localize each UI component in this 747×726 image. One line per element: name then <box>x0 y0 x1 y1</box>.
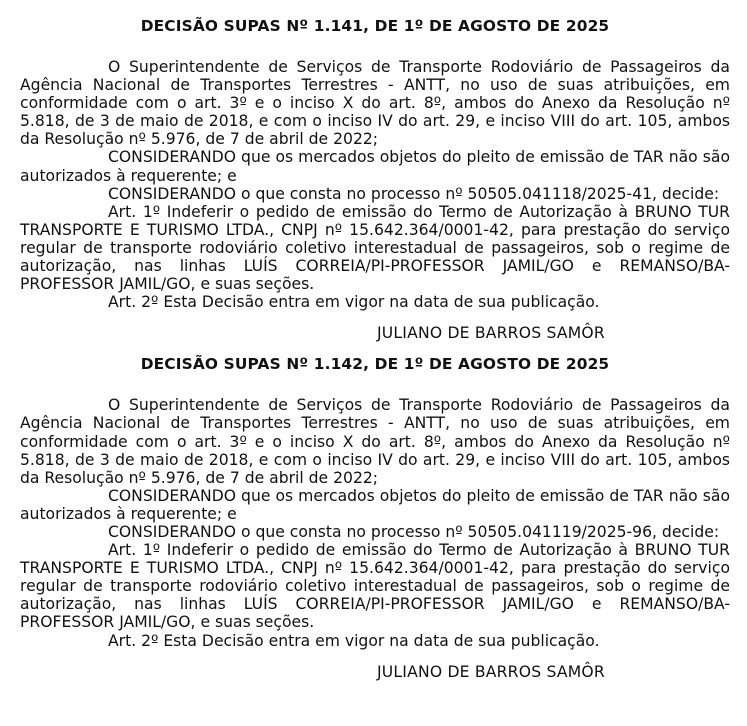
spacer <box>20 344 730 353</box>
article-1-paragraph: Art. 1º Indeferir o pedido de emissão do Termo de Autorização à BRUNO TUR TRANSPORTE E TURISMO LTDA., CNPJ nº 15.642.364/0001-42, para prestação do serviço regular de transporte rodoviário coletivo interestadual de passageiros, sob o regime de autorização, nas linhas LUÍS CORREIA/PI-PROFESSOR JAMIL/GO e REMANSO/BA-PROFESSOR JAMIL/GO, e suas seções. <box>20 541 730 632</box>
spacer <box>20 650 730 662</box>
article-2-paragraph: Art. 2º Esta Decisão entra em vigor na data de sua publicação. <box>108 293 600 312</box>
spacer <box>20 37 730 58</box>
decision-title: DECISÃO SUPAS Nº 1.141, DE 1º DE AGOSTO DE 2025 <box>140 17 610 35</box>
considering-paragraph: CONSIDERANDO que os mercados objetos do pleito de emissão de TAR não são autorizados à requerente; e <box>20 148 730 185</box>
decision-1142 <box>20 353 730 682</box>
document-page <box>20 15 730 683</box>
preamble-paragraph: O Superintendente de Serviços de Transporte Rodoviário de Passageiros da Agência Nacional de Transportes Terrestres - ANTT, no uso de suas atribuições, em conformidade com o art. 3º e o inciso X do art. 8º, ambos do Anexo da Resolução nº 5.818, de 3 de maio de 2018, e com o inciso IV do art. 29, e inciso VIII do art. 105, ambos da Resolução nº 5.976, de 7 de abril de 2022; <box>20 396 730 487</box>
considering-paragraph: CONSIDERANDO o que consta no processo nº 50505.041119/2025-96, decide: <box>108 522 720 541</box>
considering-paragraph: CONSIDERANDO o que consta no processo nº 50505.041118/2025-41, decide: <box>108 184 720 203</box>
preamble-paragraph: O Superintendente de Serviços de Transporte Rodoviário de Passageiros da Agência Nacional de Transportes Terrestres - ANTT, no uso de suas atribuições, em conformidade com o art. 3º e o inciso X do art. 8º, ambos do Anexo da Resolução nº 5.818, de 3 de maio de 2018, e com o inciso IV do art. 29, e inciso VIII do art. 105, ambos da Resolução nº 5.976, de 7 de abril de 2022; <box>20 58 730 149</box>
spacer <box>20 311 730 323</box>
signature: JULIANO DE BARROS SAMÔR <box>377 662 605 681</box>
decision-title: DECISÃO SUPAS Nº 1.142, DE 1º DE AGOSTO DE 2025 <box>140 355 610 374</box>
decision-1141 <box>20 15 730 344</box>
spacer <box>20 375 730 396</box>
article-1-paragraph: Art. 1º Indeferir o pedido de emissão do Termo de Autorização à BRUNO TUR TRANSPORTE E TURISMO LTDA., CNPJ nº 15.642.364/0001-42, para prestação do serviço regular de transporte rodoviário coletivo interestadual de passageiros, sob o regime de autorização, nas linhas LUÍS CORREIA/PI-PROFESSOR JAMIL/GO e REMANSO/BA-PROFESSOR JAMIL/GO, e suas seções. <box>20 202 730 294</box>
signature: JULIANO DE BARROS SAMÔR <box>377 324 605 343</box>
article-2-paragraph: Art. 2º Esta Decisão entra em vigor na data de sua publicação. <box>108 631 600 650</box>
considering-paragraph: CONSIDERANDO que os mercados objetos do pleito de emissão de TAR não são autorizados à requerente; e <box>20 486 730 523</box>
